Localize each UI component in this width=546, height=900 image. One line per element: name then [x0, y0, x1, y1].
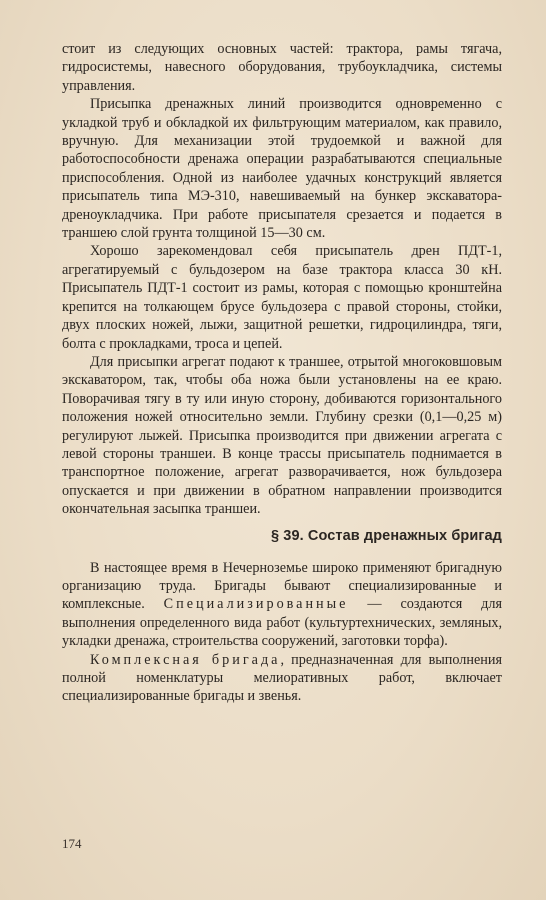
paragraph: Хорошо зарекомендовал себя присыпатель дрен ПДТ-1, агрегатируемый с бульдозером на базе трактора класса 30 кН. Присыпатель ПДТ-1 состоит из рамы, которая с помощью кронштейна крепится на толкающем брусе бульдозера с правой стороны, стойки, двух плоских ножей, лыжи, защитной решетки, гидроцилиндра, тяги, болта с прокладками, троса и цепей. [62, 243, 502, 352]
text-block [62, 40, 502, 519]
paragraph-text: , предназначенная для выполнения полной номенклатуры мелиоративных работ, включает специализированные бригады и звенья. [62, 651, 502, 705]
paragraph [62, 559, 502, 651]
spaced-term: Комплексная бригада [90, 651, 281, 668]
section-heading: § 39. Состав дренажных бригад [271, 527, 502, 544]
paragraph: Присыпка дренажных линий производится одновременно с укладкой труб и обкладкой их фильтрующим материалом, как правило, вручную. Для механизации этой трудоемкой и важной для работоспособности дренажа операции разрабатываются специальные приспособления. Одной из наиболее удачных конструкций является присыпатель типа МЭ-310, навешиваемый на бункер экскаватора-дреноукладчика. При работе присыпателя срезается и подается в траншею слой грунта толщиной 15—30 см. [62, 96, 502, 242]
page-body [62, 40, 502, 706]
paragraph-text: В настоящее время в Нечерноземье широко применяют бригадную организацию труда. Бригады бывают специализированные и комплексные. [62, 559, 502, 613]
page-number: 174 [62, 836, 82, 851]
spaced-term: Специализированные [163, 596, 349, 613]
paragraph [62, 651, 502, 706]
paragraph-text: — создаются для выполнения определенного вида работ (культуртехнических, земляных, укладки дренажа, строительства сооружений, заготовки торфа). [62, 596, 503, 650]
paragraph: Для присыпки агрегат подают к траншее, отрытой многоковшовым экскаватором, так, чтобы оба ножа были установлены на ее краю. Поворачивая тягу в ту или иную сторону, добиваются горизонтального положения ножей относительно земли. Глубину срезки (0,1—0,25 м) регулируют лыжей. Присыпка производится при движении агрегата с левой стороны траншеи. В конце трассы присыпатель поднимается в транспортное положение, агрегат разворачивается, нож бульдозера опускается и при движении в обратном направлении производится окончательная засыпка траншеи. [62, 353, 502, 518]
text-block [62, 559, 502, 706]
paragraph: стоит из следующих основных частей: трактора, рамы тягача, гидросистемы, навесного оборудования, трубоукладчика, системы управления. [62, 41, 502, 94]
